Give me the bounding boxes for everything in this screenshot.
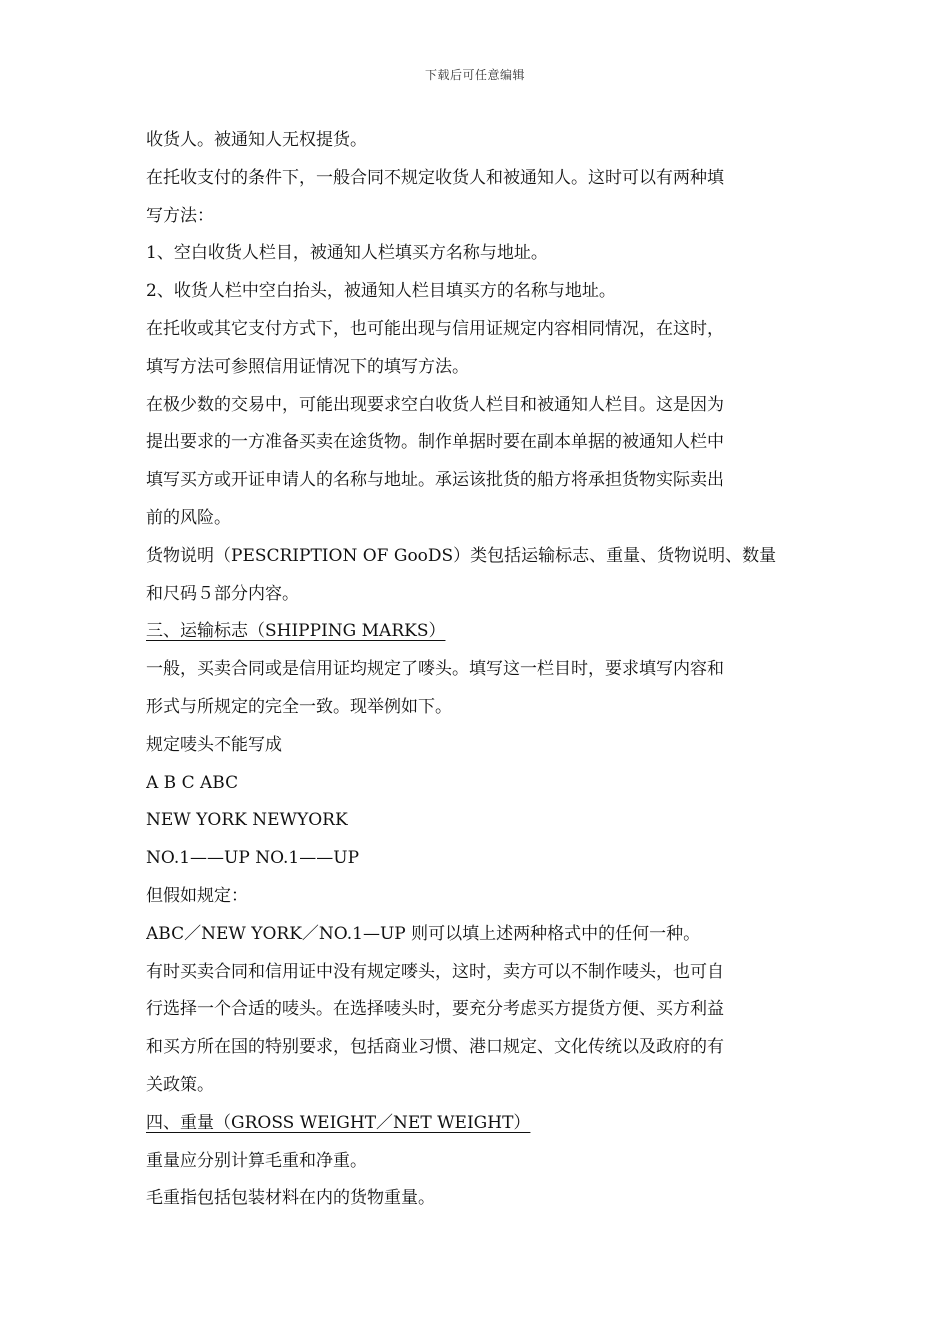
paragraph-line: 填写方法可参照信用证情况下的填写方法。 [146,356,469,377]
paragraph-line: 关政策。 [146,1074,214,1095]
page-header: 下载后可任意编辑 [424,68,525,82]
paragraph-line: 在极少数的交易中，可能出现要求空白收货人栏目和被通知人栏目。这是因为 [146,394,724,415]
document-body [146,122,806,1218]
paragraph-line: 在托收支付的条件下，一般合同不规定收货人和被通知人。这时可以有两种填 [146,167,724,188]
section-heading-text: 四、重量（GROSS WEIGHT／NET WEIGHT） [146,1112,531,1133]
paragraph-line: 收货人。被通知人无权提货。 [146,130,367,150]
example-line: NEW YORK NEWYORK [146,810,348,831]
paragraph-line: 行选择一个合适的唛头。在选择唛头时，要充分考虑买方提货方便、买方利益 [146,999,724,1020]
paragraph-line: 毛重指包括包装材料在内的货物重量。 [146,1188,435,1209]
paragraph-line: 提出要求的一方准备买卖在途货物。制作单据时要在副本单据的被通知人栏中 [146,432,724,453]
paragraph-line: 重量应分别计算毛重和净重。 [146,1150,367,1171]
paragraph-line: 在托收或其它支付方式下，也可能出现与信用证规定内容相同情况，在这时， [146,318,724,339]
example-line: NO.1——UP NO.1——UP [146,848,360,869]
paragraph-line: 有时买卖合同和信用证中没有规定嘜头，这时，卖方可以不制作唛头，也可自 [146,961,724,982]
paragraph-line: 和尺码５部分内容。 [146,583,299,604]
section-heading-text: 三、运输标志（SHIPPING MARKS） [146,621,446,642]
paragraph-line: 填写买方或开证申请人的名称与地址。承运该批货的船方将承担货物实际卖出 [146,470,724,491]
paragraph-line: 一般，买卖合同或是信用证均规定了嘜头。填写这一栏目时，要求填写内容和 [146,659,724,680]
paragraph-line: 货物说明（PESCRIPTION OF GooDS）类包括运输标志、重量、货物说明、数量 [146,545,777,566]
paragraph-line: 规定唛头不能写成 [146,734,282,755]
paragraph-line: 前的风险。 [146,507,231,528]
section-heading-shipping-marks [146,613,806,651]
list-item: 1、空白收货人栏目，被通知人栏填买方名称与地址。 [146,243,548,264]
example-line: A B C ABC [146,772,239,793]
paragraph-line: 形式与所规定的完全一致。现举例如下。 [146,696,452,717]
paragraph-line: 但假如规定： [146,885,248,906]
section-heading-weight [146,1105,806,1143]
list-item: 2、收货人栏中空白抬头，被通知人栏目填买方的名称与地址。 [146,281,616,302]
paragraph-line: 写方法： [146,205,214,226]
paragraph-line: 和买方所在国的特别要求，包括商业习惯、港口规定、文化传统以及政府的有 [146,1037,724,1058]
example-line: ABC／NEW YORK／NO.1—UP 则可以填上述两种格式中的任何一种。 [146,923,701,944]
